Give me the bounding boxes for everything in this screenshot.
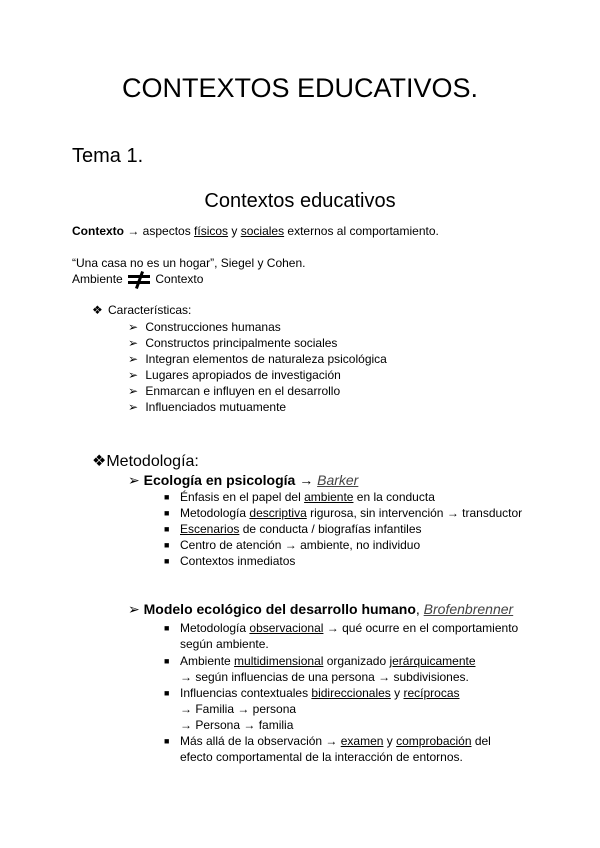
metodologia-heading xyxy=(92,451,199,471)
square-bullet-icon: ■ xyxy=(164,540,170,550)
list-item xyxy=(128,352,387,366)
list-item: ■ Centro de atención → ambiente, no individuo xyxy=(164,538,421,552)
square-bullet-icon: ■ xyxy=(164,508,170,518)
topic-heading: Tema 1. xyxy=(72,145,144,167)
ambiente-line xyxy=(72,272,203,287)
text: Lugares apropiados de investigación xyxy=(145,368,341,382)
caracteristicas-heading xyxy=(92,303,191,317)
diamond-bullet-icon: ❖ xyxy=(92,453,107,470)
list-item: ■ Más allá de la observación → examen y comprobación del xyxy=(164,734,491,748)
text: Contexto xyxy=(155,272,204,286)
modelo-heading: ➢ Modelo ecológico del desarrollo humano, Brofenbrenner xyxy=(128,601,514,617)
list-item: ■ Escenarios de conducta / biografías infantiles xyxy=(164,522,422,536)
arrow: → xyxy=(299,472,314,488)
arrow-bullet-icon: ➢ xyxy=(128,368,139,382)
list-item-continuation: → Persona → familia xyxy=(180,718,294,732)
list-item xyxy=(128,384,340,398)
text: aspectos xyxy=(139,224,195,238)
quote: “Una casa no es un hogar”, Siegel y Cohen. xyxy=(72,256,306,270)
list-item: ■ Contextos inmediatos xyxy=(164,554,296,568)
list-item-continuation: efecto comportamental de la interacción de entornos. xyxy=(180,750,463,764)
text: Influenciados mutuamente xyxy=(145,400,287,414)
square-bullet-icon: ■ xyxy=(164,556,170,566)
list-item-continuation: → Familia → persona xyxy=(180,702,297,716)
list-item xyxy=(128,400,286,414)
list-item-continuation: → según influencias de una persona → subdivisiones. xyxy=(180,670,469,684)
ecologia-heading xyxy=(128,472,358,489)
list-item: ■ Énfasis en el papel del ambiente en la conducta xyxy=(164,490,435,504)
list-item: ■ Influencias contextuales bidireccionales y recíprocas xyxy=(164,686,460,700)
arrow-bullet-icon: ➢ xyxy=(128,320,139,334)
list-item: ■ Ambiente multidimensional organizado jerárquicamente xyxy=(164,654,476,668)
arrow: → xyxy=(127,224,140,238)
square-bullet-icon: ■ xyxy=(164,623,170,633)
list-item xyxy=(128,336,337,350)
arrow-bullet-icon: ➢ xyxy=(128,384,139,398)
author-link: Brofenbrenner xyxy=(423,601,514,617)
author-link: Barker xyxy=(317,472,359,488)
arrow-bullet-icon: ➢ xyxy=(128,400,139,414)
list-item: ■ Metodología observacional → qué ocurre en el comportamiento xyxy=(164,621,519,635)
list-item: ■ Metodología descriptiva rigurosa, sin intervención → transductor xyxy=(164,506,523,520)
text: Ecología en psicología xyxy=(143,472,296,488)
text: Metodología: xyxy=(106,453,199,470)
text: Características: xyxy=(108,303,192,317)
section-heading: Contextos educativos xyxy=(204,190,396,212)
text: Enmarcan e influyen en el desarrollo xyxy=(145,384,341,398)
list-item xyxy=(128,368,341,382)
not-equal-icon xyxy=(128,273,150,287)
text: Modelo ecológico del desarrollo humano xyxy=(143,601,416,617)
underlined-text: sociales xyxy=(240,224,285,238)
underlined-text: físicos xyxy=(194,224,229,238)
text: Ambiente xyxy=(72,272,123,286)
text: y xyxy=(228,224,241,238)
square-bullet-icon: ■ xyxy=(164,656,170,666)
square-bullet-icon: ■ xyxy=(164,688,170,698)
arrow-bullet-icon: ➢ xyxy=(128,352,139,366)
document-title: CONTEXTOS EDUCATIVOS. xyxy=(121,73,479,103)
arrow-bullet-icon: ➢ xyxy=(128,472,140,488)
text: Construcciones humanas xyxy=(145,320,281,334)
arrow-bullet-icon: ➢ xyxy=(128,336,139,350)
square-bullet-icon: ■ xyxy=(164,524,170,534)
list-item-continuation: según ambiente. xyxy=(180,637,269,651)
arrow-bullet-icon: ➢ xyxy=(128,601,140,617)
list-item xyxy=(128,320,281,334)
diamond-bullet-icon: ❖ xyxy=(92,303,103,317)
square-bullet-icon: ■ xyxy=(164,736,170,746)
definition-line xyxy=(72,224,439,238)
text: externos al comportamiento. xyxy=(284,224,439,238)
square-bullet-icon: ■ xyxy=(164,492,170,502)
text: Integran elementos de naturaleza psicológica xyxy=(145,352,387,366)
text: Constructos principalmente sociales xyxy=(145,336,338,350)
definition-term: Contexto xyxy=(72,224,124,238)
